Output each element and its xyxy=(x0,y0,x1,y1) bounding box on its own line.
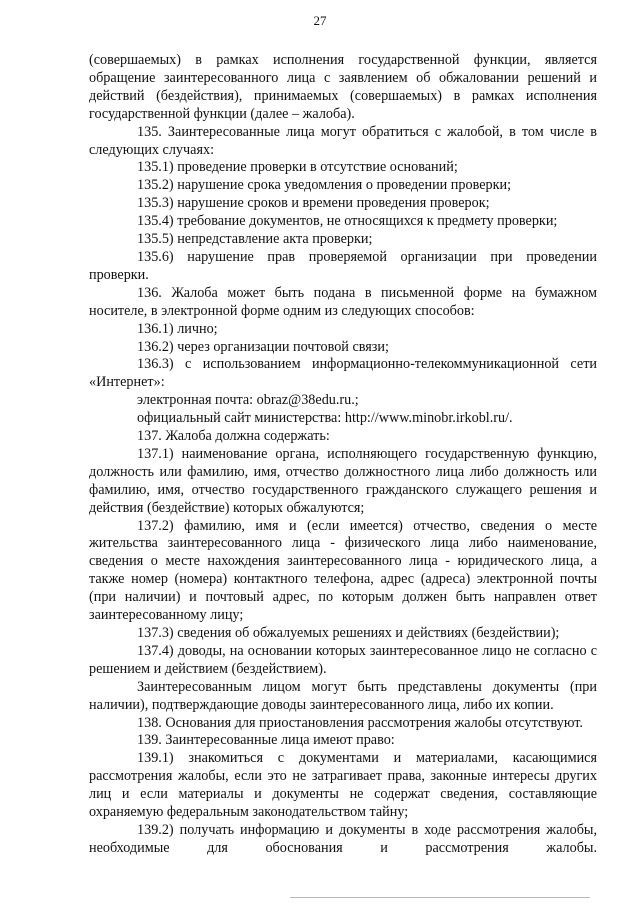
page-number: 27 xyxy=(313,13,327,28)
paragraph: 136. Жалоба может быть подана в письменной форме на бумажном носителе, в электронной форме одним из следующих способов: xyxy=(89,284,597,319)
list-item: 136.3) с использованием информационно-телекоммуникационной сети «Интернет»: xyxy=(89,356,597,391)
footer-rule xyxy=(290,897,590,898)
list-item: 137.3) сведения об обжалуемых решениях и действиях (бездействии); xyxy=(137,625,560,641)
list-item: 136.2) через организации почтовой связи; xyxy=(137,338,389,355)
list-item: 136.1) лично; xyxy=(137,320,218,337)
list-item: 139.1) знакомиться с документами и материалами, касающимися рассмотрения жалобы, если это не затрагивает права, законные интересы других лиц и если материалы и документы не содержат сведения, составляющие охраняемую федеральным законодательством тайну; xyxy=(89,750,597,821)
paragraph: (совершаемых) в рамках исполнения государственной функции, является обращение заинтересованного лица с заявлением об обжаловании решений и действий (бездействия), принимаемых (совершаемых) в рамках исполнения государственной функции (далее – жалоба). xyxy=(89,52,597,122)
list-item: 139.2) получать информацию и документы в ходе рассмотрения жалобы, необходимые для обоснования и рассмотрения жалобы. xyxy=(89,821,597,856)
paragraph: 138. Основания для приостановления рассмотрения жалобы отсутствуют. xyxy=(137,714,583,731)
list-item: 137.1) наименование органа, исполняющего государственную функцию, должность или фамилию, имя, отчество должностного лица либо должность или фамилию, имя, отчество государственного гражданского служащего решения и действия (бездействие) которых обжалуются; xyxy=(89,445,597,516)
document-body xyxy=(89,52,597,858)
list-item: 135.2) нарушение срока уведомления о проведении проверки; xyxy=(137,177,512,194)
paragraph: Заинтересованным лицом могут быть представлены документы (при наличии), подтверждающие доводы заинтересованного лица, либо их копии. xyxy=(89,678,597,713)
email-line: электронная почта: obraz@38edu.ru.; xyxy=(137,392,359,409)
paragraph: 139. Заинтересованные лица имеют право: xyxy=(137,732,395,749)
list-item: 135.1) проведение проверки в отсутствие оснований; xyxy=(137,159,458,176)
list-item: 135.6) нарушение прав проверяемой организации при проведении проверки. xyxy=(89,248,597,283)
list-item: 135.3) нарушение сроков и времени проведения проверок; xyxy=(137,195,490,212)
website-line: официальный сайт министерства: http://www.minobr.irkobl.ru/. xyxy=(137,410,513,427)
paragraph: 137. Жалоба должна содержать: xyxy=(137,428,330,445)
list-item: 137.4) доводы, на основании которых заинтересованное лицо не согласно с решением и действием (бездействием). xyxy=(89,642,597,677)
paragraph: 135. Заинтересованные лица могут обратиться с жалобой, в том числе в следующих случаях: xyxy=(89,123,597,158)
list-item: 135.5) непредставление акта проверки; xyxy=(137,231,373,248)
list-item: 137.2) фамилию, имя и (если имеется) отчество, сведения о месте жительства заинтересованного лица - физического лица либо наименование, сведения о месте нахождения заинтересованного лица - юридического лица, а также номер (номера) контактного телефона, адрес (адреса) электронной почты (при наличии) и почтовый адрес, по которым должен быть направлен ответ заинтересованному лицу; xyxy=(89,517,597,624)
list-item: 135.4) требование документов, не относящихся к предмету проверки; xyxy=(137,213,558,230)
